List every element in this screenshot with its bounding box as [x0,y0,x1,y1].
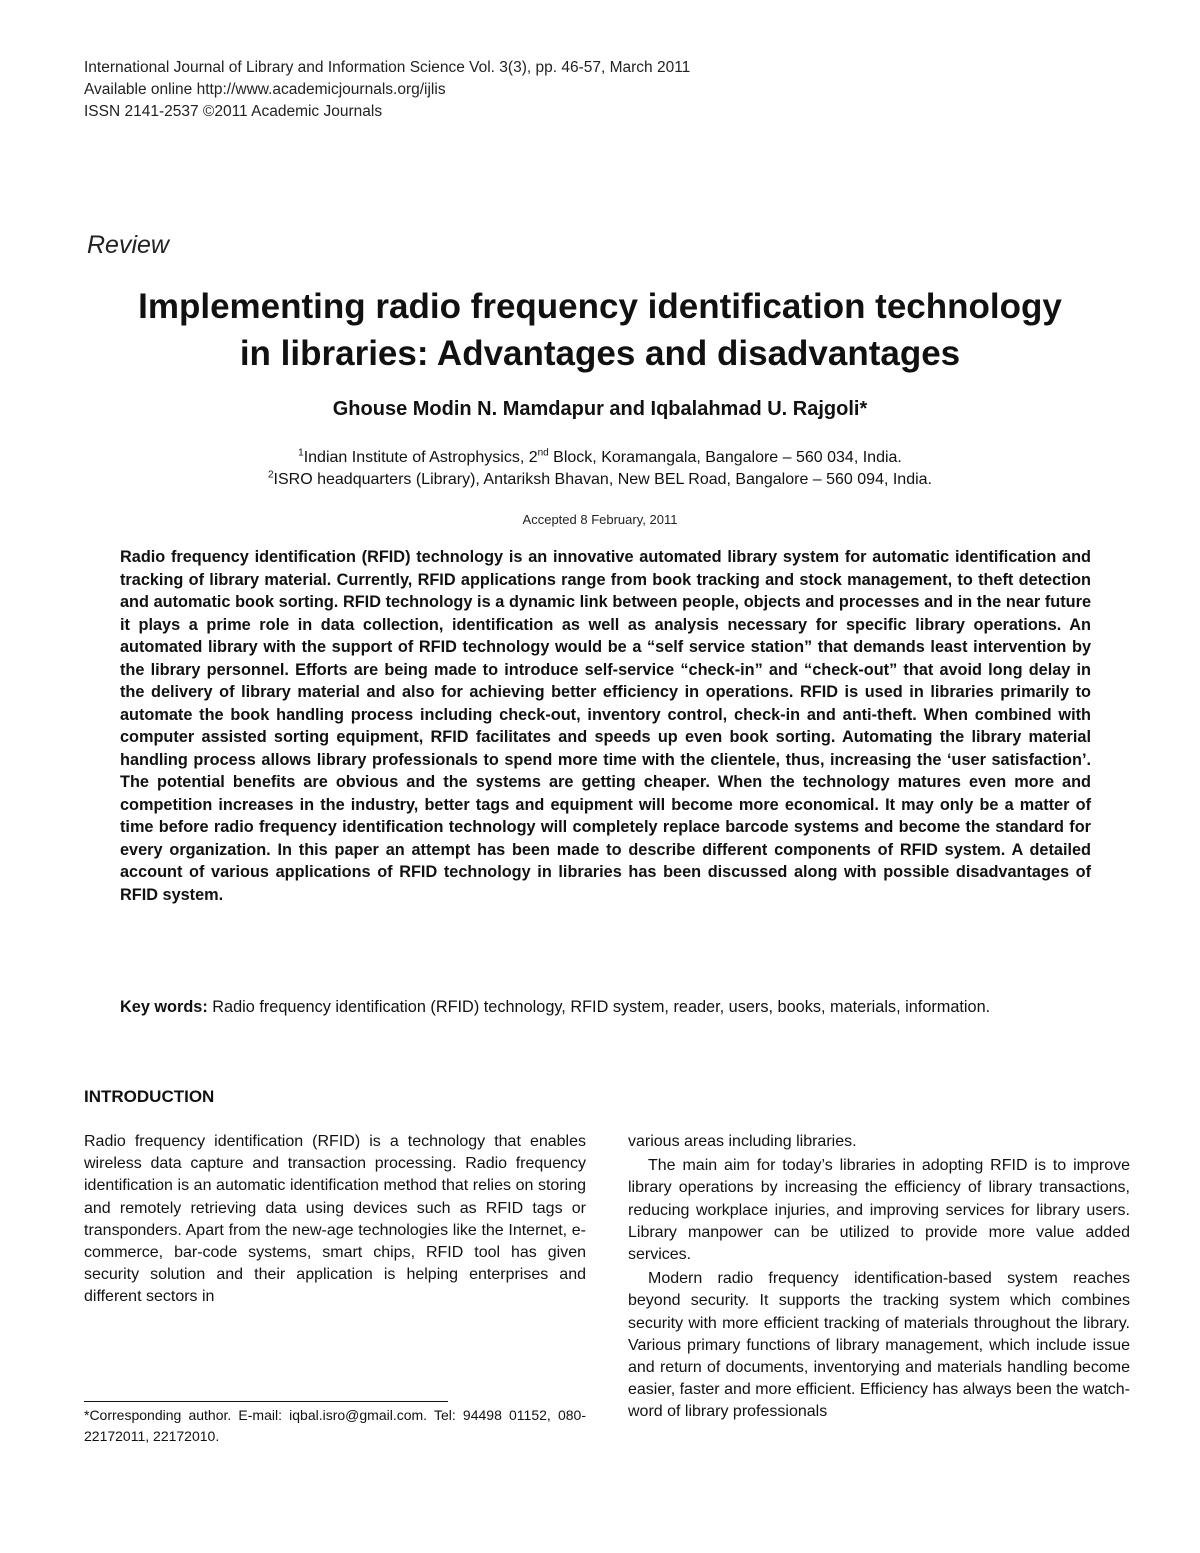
affiliation-1-text-a: Indian Institute of Astrophysics, 2 [303,449,538,466]
accepted-date: Accepted 8 February, 2011 [522,512,678,527]
body-column-left [84,1131,586,1309]
affiliation-2-marker: 2 [267,469,274,481]
keywords-label: Key words: [120,998,208,1016]
article-type-label: Review [87,231,169,259]
keywords-text: Radio frequency identification (RFID) technology, RFID system, reader, users, books, materials, information. [207,998,991,1016]
abstract-text: Radio frequency identification (RFID) technology is an innovative automated library system for automatic identification and tracking of library material. Currently, RFID applications range from book tracking and stock management, to theft detection and automatic book sorting. RFID technology is a dynamic link between people, objects and processes and in the near future it plays a prime role in data collection, identification as well as analysis necessary for specific library operations. An automated library with the support of RFID technology would be a “self service station” that demands least intervention by the library personnel. Efforts are being made to introduce self-service “check-in” and “check-out” that avoid long delay in the delivery of library material and also for achieving better efficiency in operations. RFID is used in libraries primarily to automate the book handling process including check-out, inventory control, check-in and anti-theft. When combined with computer assisted sorting equipment, RFID facilitates and speeds up even book sorting. Automating the library material handling process allows library professionals to spend more time with the clientele, thus, increasing the ‘user satisfaction’. The potential benefits are obvious and the systems are getting cheaper. When the technology matures even more and competition increases in the industry, better tags and equipment will become more economical. It may only be a matter of time before radio frequency identification technology will completely replace barcode systems and become the standard for every organization. In this paper an attempt has been made to describe different components of RFID system. A detailed account of various applications of RFID technology in libraries has been discussed along with possible disadvantages of RFID system. [120,548,1091,904]
footnote-divider [84,1401,448,1402]
affiliation-2 [60,469,1140,491]
affiliations [60,447,1140,491]
affiliation-1-marker: 1 [298,447,304,459]
affiliation-2-text: ISRO headquarters (Library), Antariksh Bhavan, New BEL Road, Bangalore – 560 094, India. [273,471,932,488]
paper-title-line-2: in libraries: Advantages and disadvantages [239,334,961,373]
intro-paragraph-2: The main aim for today’s libraries in adopting RFID is to improve library operations by increasing the efficiency of library transactions, reducing workplace injuries, and improving services for library users. Library manpower can be utilized to provide more value added services. [628,1157,1130,1264]
intro-paragraph-1: Radio frequency identification (RFID) is a technology that enables wireless data capture and transaction processing. Radio frequency identification is an automatic identification method that relies on storing and remotely retrieving data using devices such as RFID tags or transponders. Apart from the new-age technologies like the Internet, e-commerce, bar-code systems, smart chips, RFID tool has given security solution and their application is helping enterprises and different sectors in [84,1133,586,1306]
journal-header [84,57,984,123]
body-column-right [628,1131,1130,1424]
affiliation-1-text-b: Block, Koramangala, Bangalore – 560 034, India. [548,449,902,466]
intro-paragraph-3: Modern radio frequency identification-based system reaches beyond security. It supports the tracking system which combines security with more efficient tracking of materials throughout the library. Various primary functions of library management, which include issue and return of documents, inventorying and materials handling become easier, faster and more efficient. Efficiency has always been the watch-word of library professionals [628,1270,1130,1421]
affiliation-1-ordinal: nd [537,447,549,459]
corresponding-author-footnote: *Corresponding author. E-mail: iqbal.isro@gmail.com. Tel: 94498 01152, 080-22172011, 22172010. [84,1407,586,1444]
author-list: Ghouse Modin N. Mamdapur and Iqbalahmad U. Rajgoli* [332,398,868,420]
journal-citation-line: International Journal of Library and Information Science Vol. 3(3), pp. 46-57, March 2011 [84,59,691,76]
journal-issn-line: ISSN 2141-2537 ©2011 Academic Journals [84,103,383,120]
intro-paragraph-1-continued: various areas including libraries. [628,1133,857,1150]
section-heading-introduction: INTRODUCTION [84,1087,215,1106]
affiliation-1 [60,447,1140,469]
paper-title [60,283,1140,377]
journal-online-line: Available online http://www.academicjournals.org/ijlis [84,81,446,98]
paper-title-line-1: Implementing radio frequency identification technology [138,287,1062,326]
keywords [120,996,1091,1019]
